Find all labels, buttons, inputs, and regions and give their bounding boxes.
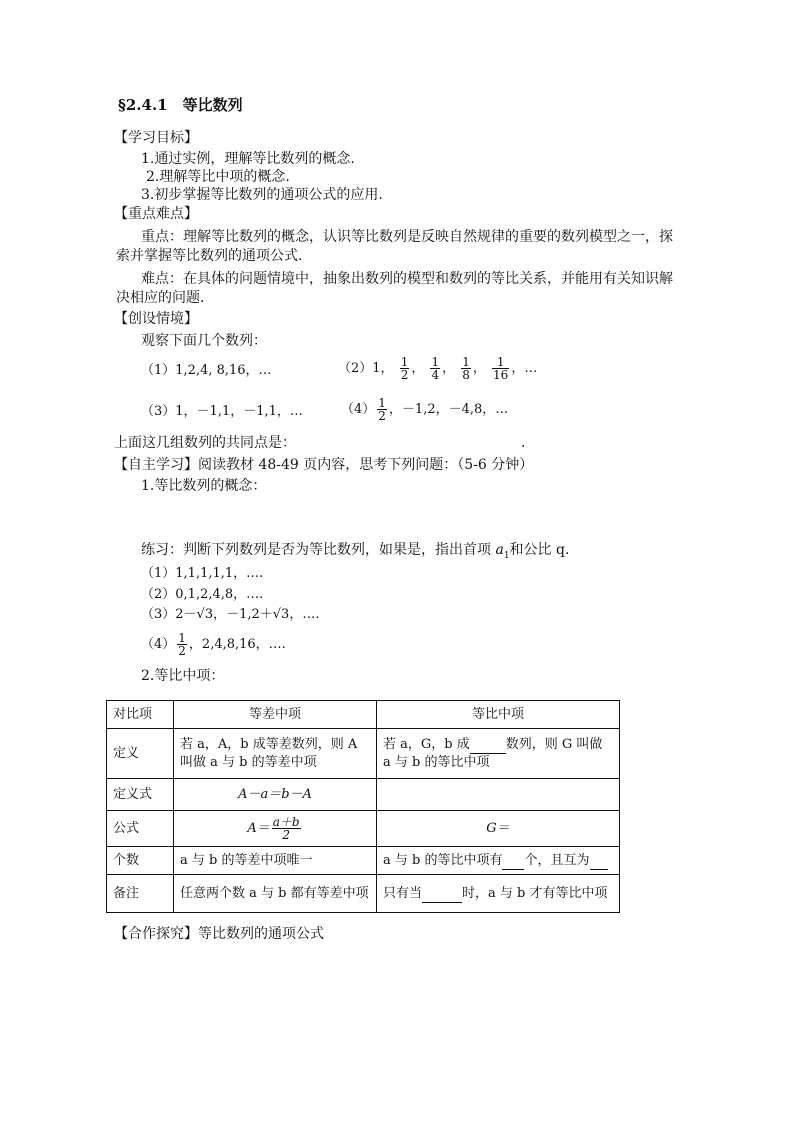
table-row [107,729,620,779]
scenario-intro: 观察下面几个数列： [141,333,267,349]
sequence-4 [341,395,508,425]
sequence-2-prefix: （2）1， [338,361,394,376]
geo-cell: G＝ [377,811,620,847]
fraction: $\frac{1}{2}$ [400,355,409,382]
goal-item: 1.通过实例，理解等比数列的概念. [141,151,355,167]
table-header-cell: 对比项 [107,701,174,729]
table-row [107,811,620,847]
fraction: $\frac{1}{8}$ [462,355,470,382]
table-header-cell: 等差中项 [174,701,377,729]
row-label: 定义 [107,729,174,779]
exercise-prompt: 练习：判断下列数列是否为等比数列，如果是，指出首项 $a_1$和公比 q. [141,542,570,561]
row-label: 个数 [107,847,174,875]
exercise-1: （1）1,1,1,1,1，…. [141,566,264,581]
fraction: $\frac{1}{16}$ [493,355,509,382]
table-header-cell: 等比中项 [377,701,620,729]
table-row [107,875,620,913]
arith-cell: 任意两个数 a 与 b 都有等差中项 [174,875,377,913]
difficulty-text: 难点：在具体的问题情境中，抽象出数列的模型和数列的等比关系，并能用有关知识解 [141,271,673,287]
self-study-heading: 【自主学习】 [114,457,198,473]
common-point-end: . [521,435,526,451]
row-label: 备注 [107,875,174,913]
question-1: 1.等比数列的概念： [141,478,267,494]
arith-cell: a 与 b 的等差中项唯一 [174,847,377,875]
goals-heading: 【学习目标】 [114,130,198,146]
cooperate-section [114,925,324,943]
fill-blank [470,739,506,754]
focus-text: 索并掌握等比数列的通项公式. [116,248,303,264]
row-label: 公式 [107,811,174,847]
sequence-2: （2）1， $\frac{1}{2}$ ， $\frac{1}{4}$ ， $\frac{1}{8}$ ， $\frac{1}{16}$ ，… [338,355,538,382]
fill-blank [590,855,608,870]
exercise-2: （2）0,1,2,4,8，…. [141,587,264,602]
scenario-heading: 【创设情境】 [114,311,198,327]
goal-item: 3.初步掌握等比数列的通项公式的应用. [141,187,383,203]
fraction: $\frac{1}{2}$ [178,631,186,658]
fraction: $\frac{1}{2}$ [378,396,386,423]
table-header-row [107,701,620,729]
table-row [107,779,620,811]
page-title: §2.4.1 等比数列 [118,96,243,114]
difficulty-text: 决相应的问题. [116,290,205,306]
self-study-text: 阅读教材 48-49 页内容，思考下列问题：（5-6 分钟） [198,457,534,473]
sequence-1: （1）1,2,4, 8,16，… [141,363,272,378]
arith-cell: A＝ $\frac{a+b}{2}$ [174,811,377,847]
sequence-4-suffix: ，－1,2，－4,8，… [388,402,509,417]
self-study [114,456,533,474]
goal-item: 2.理解等比中项的概念. [146,169,290,185]
comparison-table [106,700,620,913]
geo-cell: 若 a，G，b 成 数列，则 G 叫做 a 与 b 的等比中项 [377,729,620,779]
focus-text: 重点：理解等比数列的概念，认识等比数列是反映自然规律的重要的数列模型之一，探 [141,229,673,245]
geo-cell: a 与 b 的等比中项有 个，且互为 [377,847,620,875]
fraction: $\frac{1}{4}$ [431,355,440,382]
row-label: 定义式 [107,779,174,811]
exercise-3: （3）2－√3，－1,2＋√3，…. [141,607,320,622]
exercise-4: （4） $\frac{1}{2}$ ，2,4,8,16，…. [141,631,286,658]
sequence-4-prefix: （4） [341,402,376,417]
common-point-prompt: 上面这几组数列的共同点是： [114,435,296,451]
geo-cell [377,779,620,811]
sequence-2-suffix: ，… [511,361,538,376]
fill-blank [422,888,462,903]
question-2: 2.等比中项： [141,668,225,684]
sequence-3: （3）1，－1,1，－1,1，… [141,404,303,419]
cooperate-heading: 【合作探究】 [114,926,198,942]
key-heading: 【重点难点】 [114,206,198,222]
fraction: $\frac{a+b}{2}$ [272,815,300,842]
cooperate-text: 等比数列的通项公式 [198,926,324,942]
fill-blank [502,855,524,870]
table-row [107,847,620,875]
geo-cell: 只有当 时，a 与 b 才有等比中项 [377,875,620,913]
arith-cell: A－a＝b－A [174,779,377,811]
arith-cell: 若 a，A，b 成等差数列，则 A 叫做 a 与 b 的等差中项 [174,729,377,779]
